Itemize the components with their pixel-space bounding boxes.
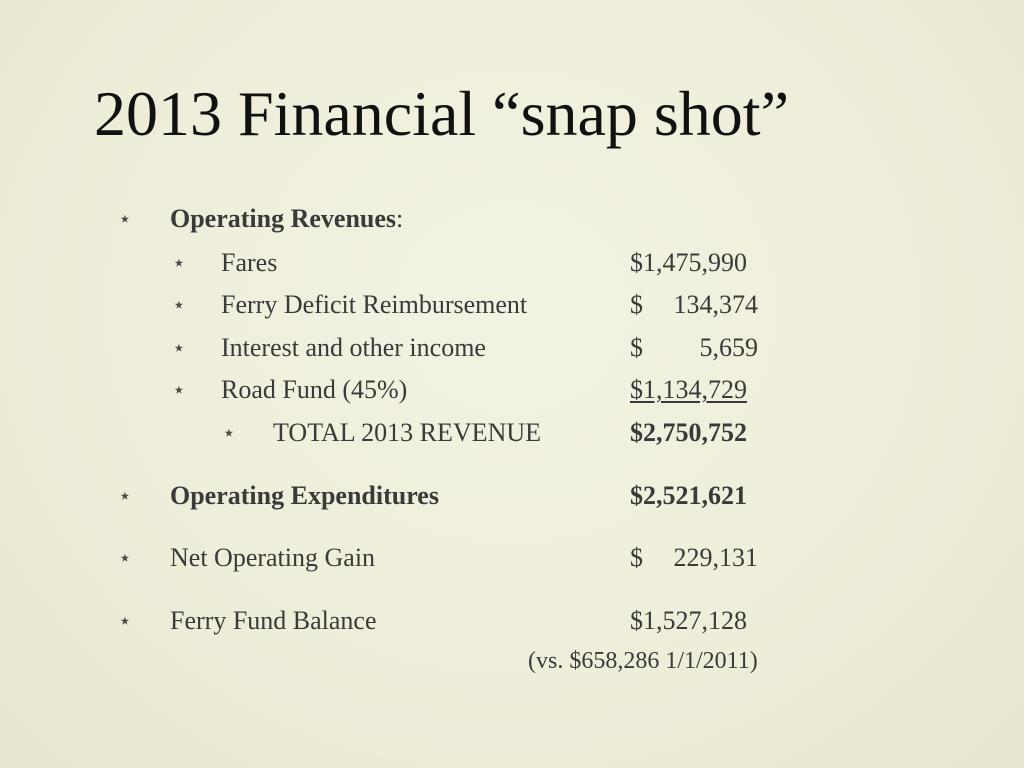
- interest-label: Interest and other income: [221, 333, 486, 362]
- star-bullet-icon: ⋆: [172, 335, 186, 360]
- star-bullet-icon: ⋆: [118, 545, 132, 570]
- list-item-operating-expenditures: [0, 479, 1024, 513]
- operating-revenues-label: Operating Revenues: [170, 204, 397, 233]
- list-item-ferry-deficit: [0, 288, 1024, 322]
- total-revenue-label: TOTAL 2013 REVENUE: [273, 418, 541, 447]
- net-operating-gain-label: Net Operating Gain: [170, 543, 376, 572]
- total-revenue-amount: $2,750,752: [630, 418, 747, 447]
- star-bullet-icon: ⋆: [118, 608, 132, 633]
- net-operating-gain-currency: $: [630, 543, 643, 572]
- star-bullet-icon: ⋆: [222, 420, 236, 445]
- fares-amount: $1,475,990: [630, 248, 747, 277]
- ferry-deficit-currency: $: [630, 290, 643, 319]
- star-bullet-icon: ⋆: [172, 292, 186, 317]
- ferry-deficit-amount: 134,374: [673, 290, 758, 319]
- star-bullet-icon: ⋆: [118, 483, 132, 508]
- list-item-road-fund: [0, 373, 1024, 407]
- star-bullet-icon: ⋆: [172, 250, 186, 275]
- road-fund-amount: $1,134,729: [630, 375, 747, 404]
- ferry-fund-balance-label: Ferry Fund Balance: [170, 606, 377, 635]
- list-item-interest: [0, 331, 1024, 365]
- interest-currency: $: [630, 333, 643, 362]
- slide-title: 2013 Financial “snap shot”: [94, 78, 789, 149]
- operating-revenues-heading: [0, 202, 1024, 236]
- operating-expenditures-amount: $2,521,621: [630, 481, 747, 510]
- interest-amount: 5,659: [699, 333, 758, 362]
- list-item-net-operating-gain: [0, 541, 1024, 575]
- star-bullet-icon: ⋆: [118, 206, 132, 231]
- ferry-fund-balance-amount: $1,527,128: [630, 606, 747, 635]
- operating-revenues-colon: :: [396, 204, 404, 233]
- operating-expenditures-label: Operating Expenditures: [170, 481, 439, 510]
- fares-label: Fares: [221, 248, 278, 277]
- list-item-total-revenue: [0, 416, 1024, 450]
- net-operating-gain-amount: 229,131: [673, 543, 758, 572]
- ferry-fund-balance-note: (vs. $658,286 1/1/2011): [528, 648, 758, 674]
- star-bullet-icon: ⋆: [172, 377, 186, 402]
- road-fund-label: Road Fund (45%): [221, 375, 408, 404]
- list-item-ferry-fund-balance: [0, 604, 1024, 638]
- list-item-fares: [0, 246, 1024, 280]
- ferry-deficit-label: Ferry Deficit Reimbursement: [221, 290, 528, 319]
